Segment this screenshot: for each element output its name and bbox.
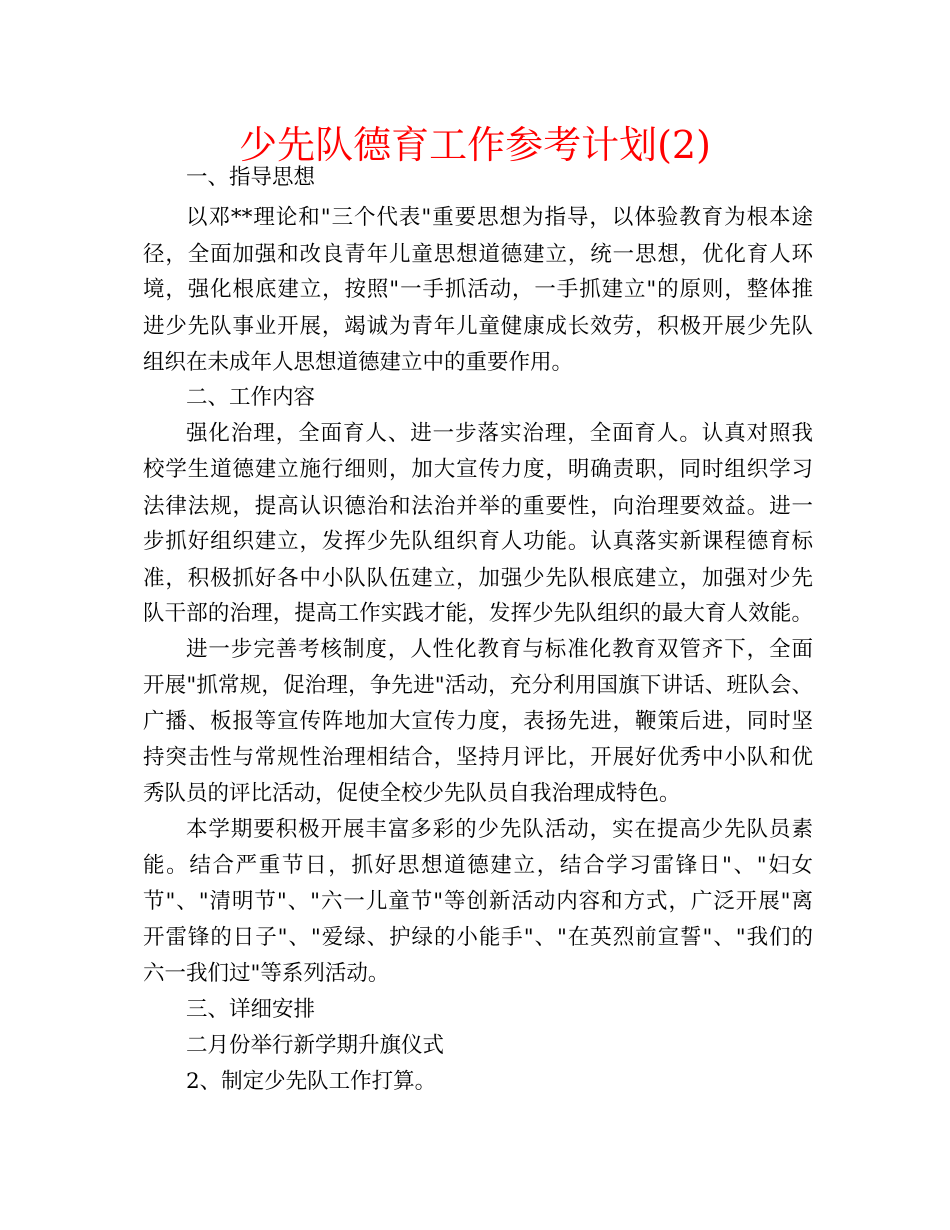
paragraph-line: 强化治理，全面育人、进一步落实治理，全面育人。认真对照我	[186, 421, 813, 446]
paragraph-line: 以邓**理论和"三个代表"重要思想为指导，以体验教育为根本途	[186, 205, 813, 230]
paragraph-line: 能。结合严重节日，抓好思想道德建立，结合学习雷锋日"、"妇女	[143, 853, 813, 878]
arrangement-item: 二月份举行新学期升旗仪式	[186, 1033, 445, 1058]
paragraph-line: 步抓好组织建立，发挥少先队组织育人功能。认真落实新课程德育标	[143, 529, 813, 554]
heading-guiding-ideology: 一、指导思想	[186, 165, 316, 190]
paragraph-line: 本学期要积极开展丰富多彩的少先队活动，实在提高少先队员素	[186, 817, 813, 842]
paragraph-line: 组织在未成年人思想道德建立中的重要作用。	[143, 350, 574, 375]
paragraph-line: 开展"抓常规，促治理，争先进"活动，充分利用国旗下讲话、班队会、	[143, 673, 813, 698]
paragraph-line: 准，积极抓好各中小队队伍建立，加强少先队根底建立，加强对少先	[143, 566, 813, 591]
paragraph-line: 境，强化根底建立，按照"一手抓活动，一手抓建立"的原则，整体推	[143, 277, 813, 302]
document-title: 少先队德育工作参考计划(2)	[239, 123, 711, 167]
paragraph-line: 秀队员的评比活动，促使全校少先队员自我治理成特色。	[143, 781, 681, 806]
paragraph-line: 法律法规，提高认识德治和法治并举的重要性，向治理要效益。进一	[143, 494, 813, 519]
paragraph-line: 队干部的治理，提高工作实践才能，发挥少先队组织的最大育人效能。	[143, 601, 813, 626]
heading-work-content: 二、工作内容	[186, 385, 316, 410]
paragraph-line: 校学生道德建立施行细则，加大宣传力度，明确责职，同时组织学习	[143, 457, 813, 482]
paragraph-line: 径，全面加强和改良青年儿童思想道德建立，统一思想，优化育人环	[143, 242, 813, 267]
paragraph-line: 进少先队事业开展，竭诚为青年儿童健康成长效劳，积极开展少先队	[143, 314, 813, 339]
paragraph-line: 持突击性与常规性治理相结合，坚持月评比，开展好优秀中小队和优	[143, 745, 813, 770]
paragraph-line: 节"、"清明节"、"六一儿童节"等创新活动内容和方式，广泛开展"离	[143, 889, 813, 914]
paragraph-line: 广播、板报等宣传阵地加大宣传力度，表扬先进，鞭策后进，同时坚	[143, 709, 813, 734]
arrangement-item: 2、制定少先队工作打算。	[186, 1069, 437, 1094]
paragraph-line: 进一步完善考核制度，人性化教育与标准化教育双管齐下，全面	[186, 637, 813, 662]
paragraph-line: 开雷锋的日子"、"爱绿、护绿的小能手"、"在英烈前宣誓"、"我们的	[143, 925, 813, 950]
heading-detailed-arrangement: 三、详细安排	[186, 997, 316, 1022]
paragraph-line: 六一我们过"等系列活动。	[143, 961, 390, 986]
